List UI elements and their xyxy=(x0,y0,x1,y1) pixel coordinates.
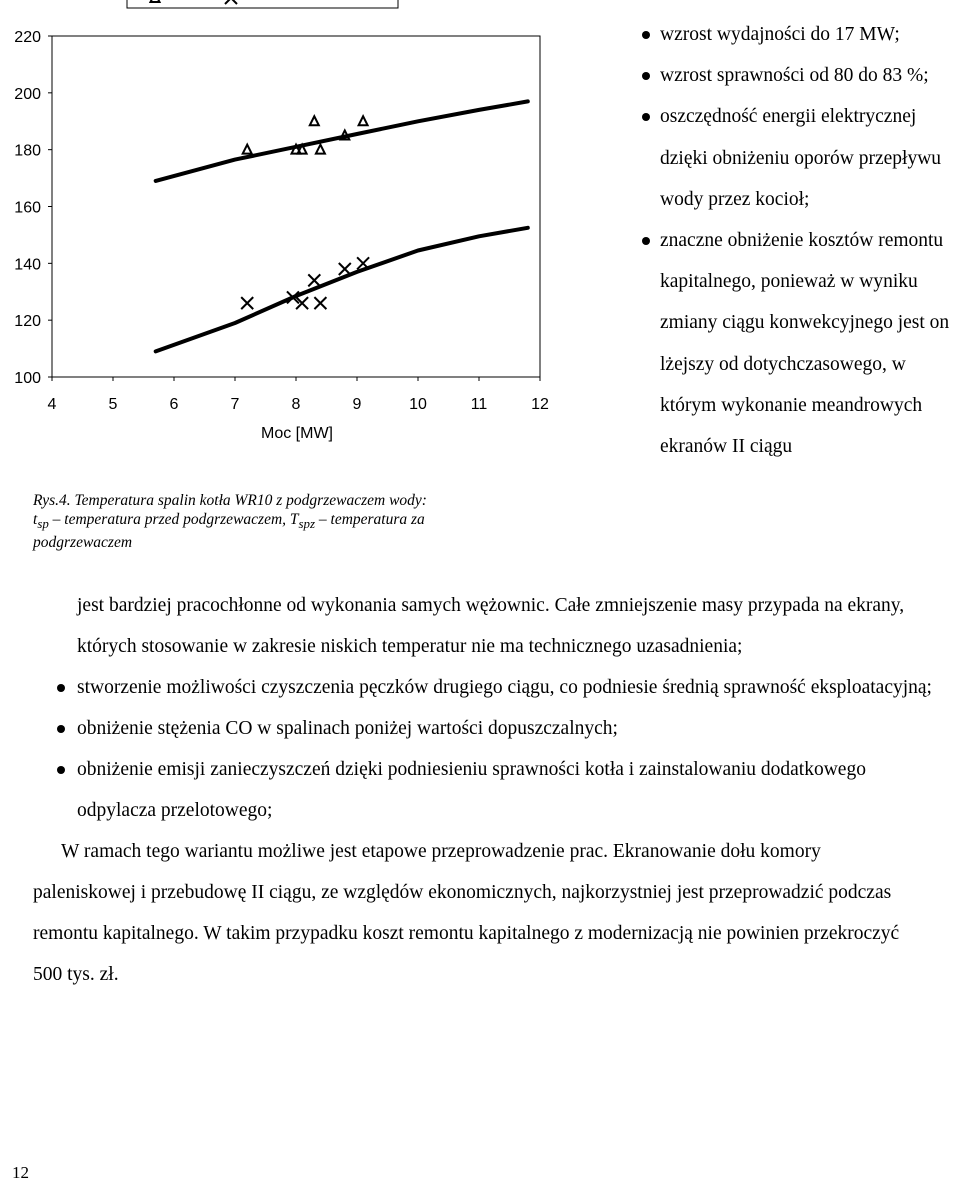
bullet-list xyxy=(0,667,960,831)
y-tick-label: 100 xyxy=(14,370,41,387)
page-number: 12 xyxy=(12,1163,29,1182)
data-point-cross xyxy=(339,263,351,275)
data-point-triangle xyxy=(243,145,252,154)
caption-sp-subscript: sp xyxy=(37,516,49,532)
list-item: obniżenie stężenia CO w spalinach poniżej wartości dopuszczalnych; xyxy=(77,708,947,749)
data-point-cross xyxy=(314,297,326,309)
data-point-cross xyxy=(308,274,320,286)
y-tick-label: 220 xyxy=(14,29,41,46)
main-text xyxy=(0,585,960,995)
caption-before-heater: – temperatura przed podgrzewaczem, xyxy=(48,511,290,528)
caption-title: Temperatura spalin kotła WR10 z podgrzewaczem wody: xyxy=(70,492,427,509)
figure-caption xyxy=(33,491,553,552)
list-item: wzrost sprawności od 80 do 83 %; xyxy=(640,55,960,96)
caption-after-heater: – temperatura za xyxy=(315,511,425,528)
trend-line-tsp xyxy=(156,101,528,180)
x-tick-label: 7 xyxy=(230,396,240,413)
data-point-triangle xyxy=(316,145,325,154)
caption-spz-subscript: spz xyxy=(298,516,316,532)
y-tick-label: 200 xyxy=(14,85,41,103)
data-point-cross xyxy=(357,257,369,269)
body-paragraph: W ramach tego wariantu możliwe jest etapowe przeprowadzenie prac. Ekranowanie dołu komory paleniskowej i przebudowę II ciągu, ze względów ekonomicznych, najkorzystniej jest przeprowadzić podczas remontu kapitalnego. W takim przypadku koszt remontu kapitalnego z modernizacją nie powinien przekroczyć 500 tys. zł. xyxy=(33,841,900,985)
chart-legend xyxy=(127,0,398,8)
caption-t-symbol: t xyxy=(33,511,38,528)
list-item: wzrost wydajności do 17 MW; xyxy=(640,14,960,55)
temperature-chart xyxy=(0,0,580,460)
caption-last-line: podgrzewaczem xyxy=(33,534,133,552)
y-tick-label: 180 xyxy=(14,142,41,160)
benefits-list xyxy=(640,14,960,467)
y-tick-label: 120 xyxy=(14,313,41,331)
x-tick-label: 4 xyxy=(47,396,57,413)
list-item: oszczędność energii elektrycznej dzięki obniżeniu oporów przepływu wody przez kocioł; xyxy=(640,96,960,220)
x-tick-label: 9 xyxy=(352,396,362,413)
caption-T-symbol: T xyxy=(289,511,299,528)
data-point-cross xyxy=(241,297,253,309)
x-tick-label: 8 xyxy=(291,396,301,413)
x-axis-label: Moc [MW] xyxy=(261,425,333,442)
list-item: stworzenie możliwości czyszczenia pęczków drugiego ciągu, co podniesie średnią sprawność eksploatacyjną; xyxy=(77,667,947,708)
x-tick-label: 11 xyxy=(470,396,488,413)
chart-plot-area xyxy=(52,36,540,377)
x-tick-label: 5 xyxy=(108,396,118,413)
x-tick-label: 10 xyxy=(409,396,427,413)
caption-figure-number: Rys.4. xyxy=(33,492,71,509)
trend-line-tspz xyxy=(156,228,528,352)
data-point-triangle xyxy=(310,116,319,125)
y-tick-label: 140 xyxy=(14,256,41,274)
data-point-triangle xyxy=(359,116,368,125)
list-item: obniżenie emisji zanieczyszczeń dzięki podniesieniu sprawności kotła i zainstalowaniu dodatkowego odpylacza przelotowego; xyxy=(77,749,947,831)
continuation-text: jest bardziej pracochłonne od wykonania samych wężownic. Całe zmniejszenie masy przypada na ekrany, których stosowanie w zakresie niskich temperatur nie ma technicznego uzasadnienia; xyxy=(77,595,905,657)
x-tick-label: 6 xyxy=(169,396,179,413)
legend-frame xyxy=(127,0,398,8)
y-tick-label: 160 xyxy=(14,199,41,217)
list-item: znaczne obniżenie kosztów remontu kapitalnego, ponieważ w wyniku zmiany ciągu konwekcyjnego jest on lżejszy od dotychczasowego, w którym wykonanie meandrowych ekranów II ciągu xyxy=(640,220,960,467)
x-tick-label: 12 xyxy=(531,396,549,413)
